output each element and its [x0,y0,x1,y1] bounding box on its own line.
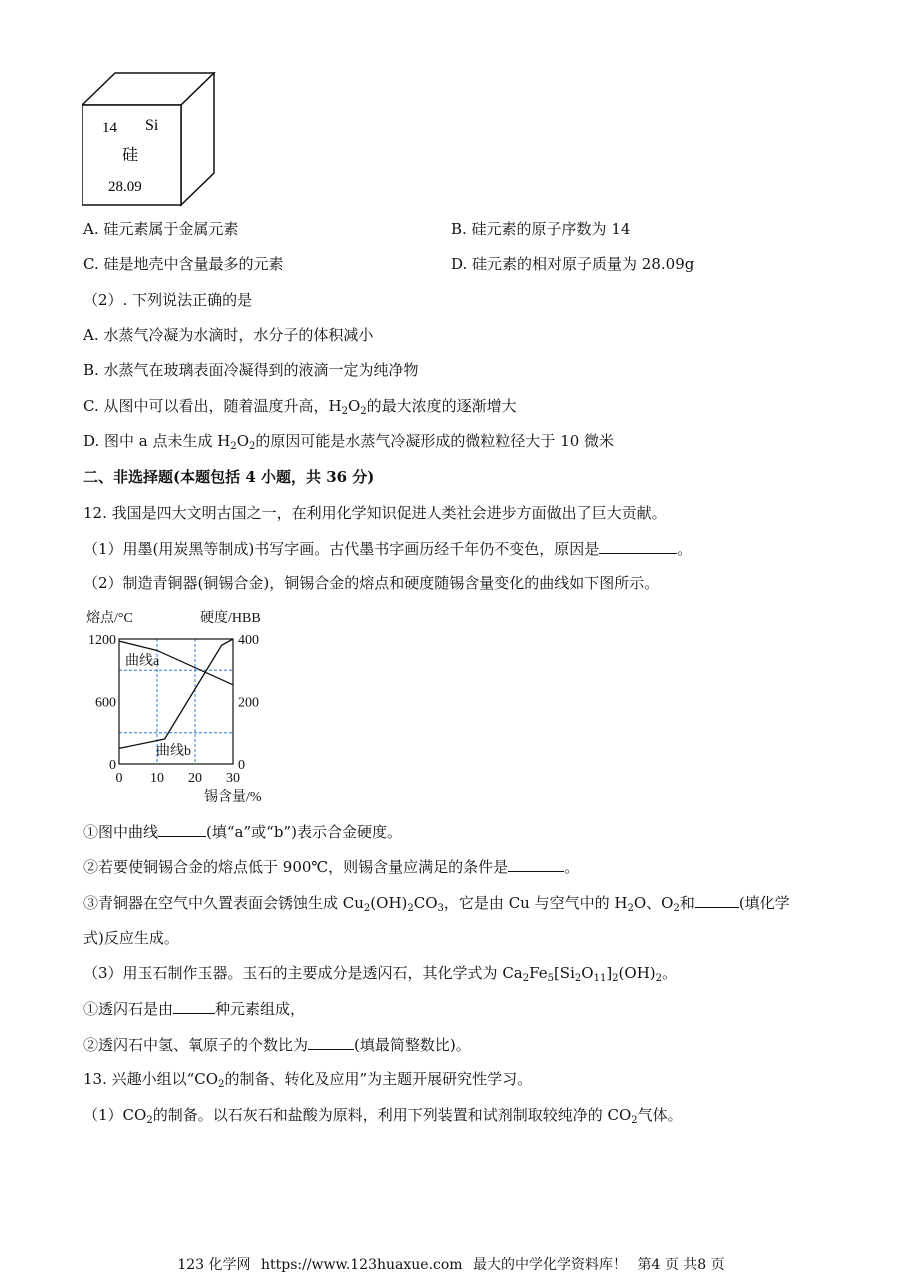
curve-a-label: 曲线a [125,654,160,669]
q11-2-option-c: C. 从图中可以看出，随着温度升高，$H_2O_2$的最大浓度的逐渐增大 [83,397,517,417]
q12-part2: （2）制造青铜器(铜锡合金)，铜锡合金的熔点和硬度随锡含量变化的曲线如下图所示。 [83,574,660,592]
page-footer [0,1254,902,1274]
left-tick-label: 1200 [88,633,116,648]
x-tick-label: 10 [150,771,164,786]
x-axis-label: 锡含量/% [204,790,262,805]
x-tick-label: 20 [188,771,202,786]
q12-stem: 12. 我国是四大文明古国之一，在利用化学知识促进人类社会进步方面做出了巨大贡献。 [83,504,667,522]
element-name: 硅 [122,145,139,164]
q12-sub4: ①透闪石是由 种元素组成， [83,997,305,1020]
left-tick-label: 0 [109,758,116,773]
q13-stem: 13. 兴趣小组以“$CO_2$的制备、转化及应用”为主题开展研究性学习。 [83,1070,533,1090]
element-symbol: Si [145,117,159,134]
answer-blank[interactable] [158,820,206,837]
q12-part3: （3）用玉石制作玉器。玉石的主要成分是透闪石，其化学式为 $Ca_2Fe_5[Si_2O_{11}]_2(OH)_2$。 [83,964,678,984]
answer-blank[interactable] [308,1033,354,1050]
answer-blank[interactable] [695,891,739,908]
q11-2-stem: （2）. 下列说法正确的是 [83,291,253,309]
q11-1-option-a: A. 硅元素属于金属元素 [83,220,239,238]
answer-blank[interactable] [599,537,677,554]
left-axis-label: 熔点/°C [86,611,133,626]
q11-1-option-d: D. 硅元素的相对原子质量为 28.09g [451,255,695,273]
q13-part1: $(1)CO_2$的制备。以石灰石和盐酸为原料，利用下列装置和试剂制取较纯净的 $CO_2$气体。 [83,1106,683,1126]
q12-sub5: ②透闪石中氢、氧原子的个数比为 (填最简整数比)。 [83,1033,471,1056]
right-tick-label: 0 [238,758,245,773]
q12-part1: （1）用墨(用炭黑等制成)书写字画。古代墨书字画历经千年仍不变色，原因是 。 [83,537,692,560]
q11-2-option-b: B. 水蒸气在玻璃表面冷凝得到的液滴一定为纯净物 [83,361,419,379]
curve-b-label: 曲线b [156,744,191,759]
q12-sub1: ①图中曲线 (填“a”或“b”)表示合金硬度。 [83,820,402,843]
right-tick-label: 200 [238,695,259,711]
section-heading: 二、非选择题(本题包括 4 小题，共 36 分) [83,468,375,486]
left-tick-label: 600 [95,695,116,711]
right-tick-label: 400 [238,633,259,648]
q11-1-option-c: C. 硅是地壳中含量最多的元素 [83,255,284,273]
footer-page-number: 第4 页 共8 页 [637,1257,725,1273]
footer-slogan: 最大的中学化学资料库！ [473,1257,628,1273]
footer-site: 123 化学网 [177,1257,251,1273]
answer-blank[interactable] [173,997,215,1014]
q12-sub3-line2: 式)反应生成。 [83,929,179,947]
element-number: 14 [102,120,117,136]
silicon-element-card [82,72,222,208]
q12-sub2: ②若要使铜锡合金的熔点低于 900℃，则锡含量应满足的条件是 。 [83,855,579,878]
q11-2-option-a: A. 水蒸气冷凝为水滴时，水分子的体积减小 [83,326,374,344]
melting-hardness-chart [86,606,286,810]
element-mass: 28.09 [108,179,142,195]
footer-url[interactable]: https://www.123huaxue.com [260,1257,463,1273]
x-tick-label: 0 [115,771,123,786]
x-tick-label: 30 [226,771,240,786]
q11-1-option-b: B. 硅元素的原子序数为 14 [451,220,631,238]
right-axis-label: 硬度/HBB [200,611,261,626]
q11-2-option-d: D. 图中 a 点未生成 $H_2O_2$的原因可能是水蒸气冷凝形成的微粒粒径大于 10 微米 [83,432,615,452]
q12-sub3: ③青铜器在空气中久置表面会锈蚀生成 $Cu_2(OH)_2CO_3$，它是由 Cu 与空气中的 $H_2O$、$O_2$和 (填化学 [83,891,790,914]
answer-blank[interactable] [508,855,564,872]
